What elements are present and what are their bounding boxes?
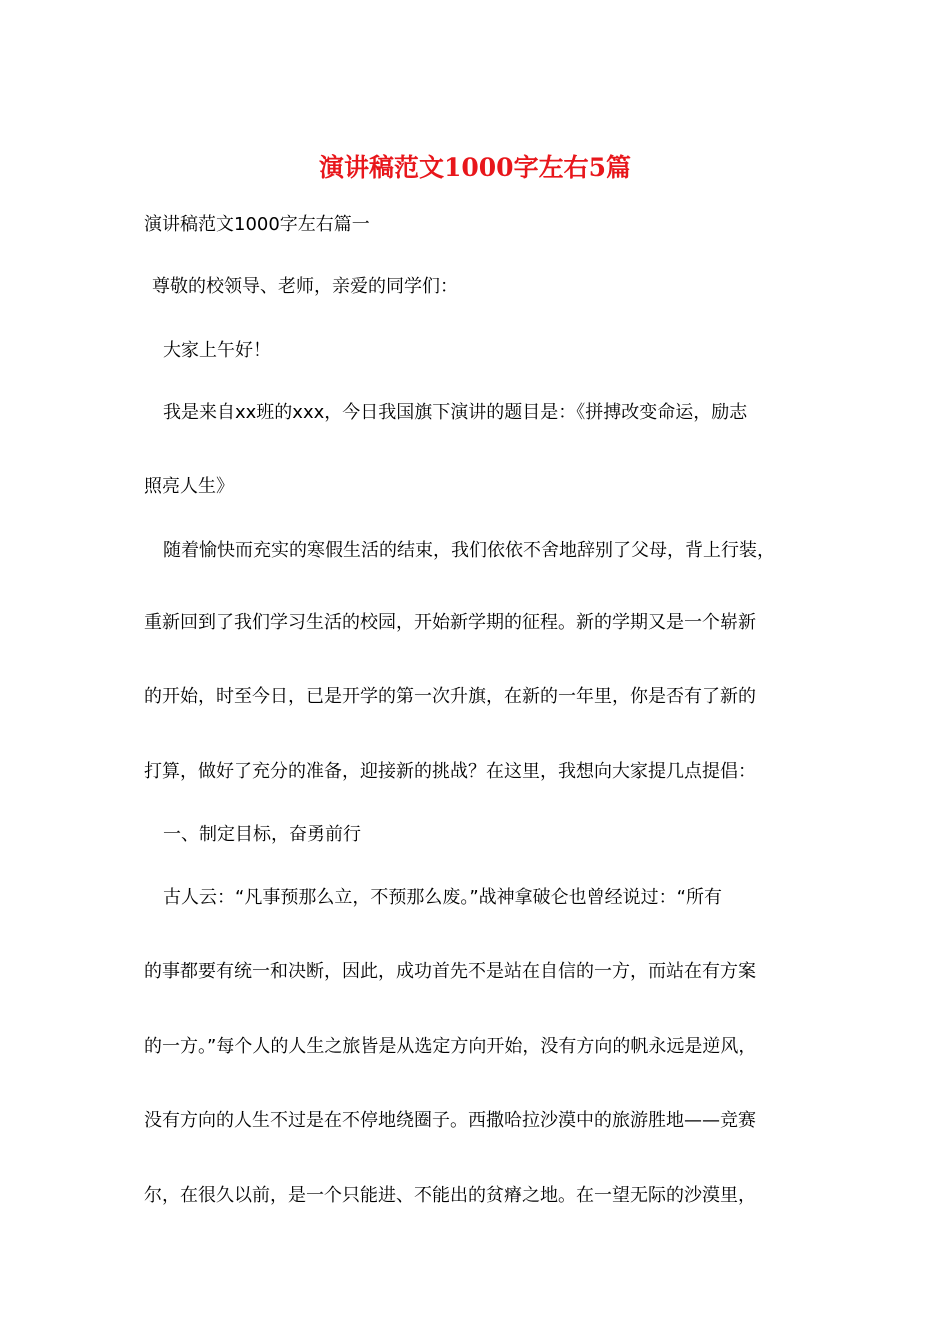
paragraph-line: 打算，做好了充分的准备，迎接新的挑战？在这里，我想向大家提几点提倡： xyxy=(144,761,756,782)
paragraph-line: 的一方。”每个人的人生之旅皆是从选定方向开始，没有方向的帆永远是逆风， xyxy=(144,1036,757,1057)
greeting: 大家上午好！ xyxy=(163,340,271,361)
paragraph-line: 尔，在很久以前，是一个只能进、不能出的贫瘠之地。在一望无际的沙漠里， xyxy=(144,1185,756,1206)
paragraph-line: 的开始，时至今日，已是开学的第一次升旗，在新的一年里，你是否有了新的 xyxy=(144,686,756,707)
paragraph-line: 我是来自xx班的xxx，今日我国旗下演讲的题目是：《拼搏改变命运，励志 xyxy=(163,402,748,423)
section-heading: 演讲稿范文1000字左右篇一 xyxy=(144,214,370,235)
document-title: 演讲稿范文1000字左右5篇 xyxy=(319,153,631,182)
paragraph-line: 随着愉快而充实的寒假生活的结束，我们依依不舍地辞别了父母，背上行装， xyxy=(163,540,775,561)
subheading: 一、制定目标，奋勇前行 xyxy=(163,824,361,845)
paragraph-line: 照亮人生》 xyxy=(144,476,234,497)
salutation: 尊敬的校领导、老师，亲爱的同学们： xyxy=(152,276,458,297)
paragraph-line: 重新回到了我们学习生活的校园，开始新学期的征程。新的学期又是一个崭新 xyxy=(144,612,756,633)
paragraph-line: 没有方向的人生不过是在不停地绕圈子。西撒哈拉沙漠中的旅游胜地——竞赛 xyxy=(144,1110,756,1131)
paragraph-line: 古人云：“凡事预那么立，不预那么废。”战神拿破仑也曾经说过：“所有 xyxy=(163,887,722,908)
paragraph-line: 的事都要有统一和决断，因此，成功首先不是站在自信的一方，而站在有方案 xyxy=(144,961,756,982)
